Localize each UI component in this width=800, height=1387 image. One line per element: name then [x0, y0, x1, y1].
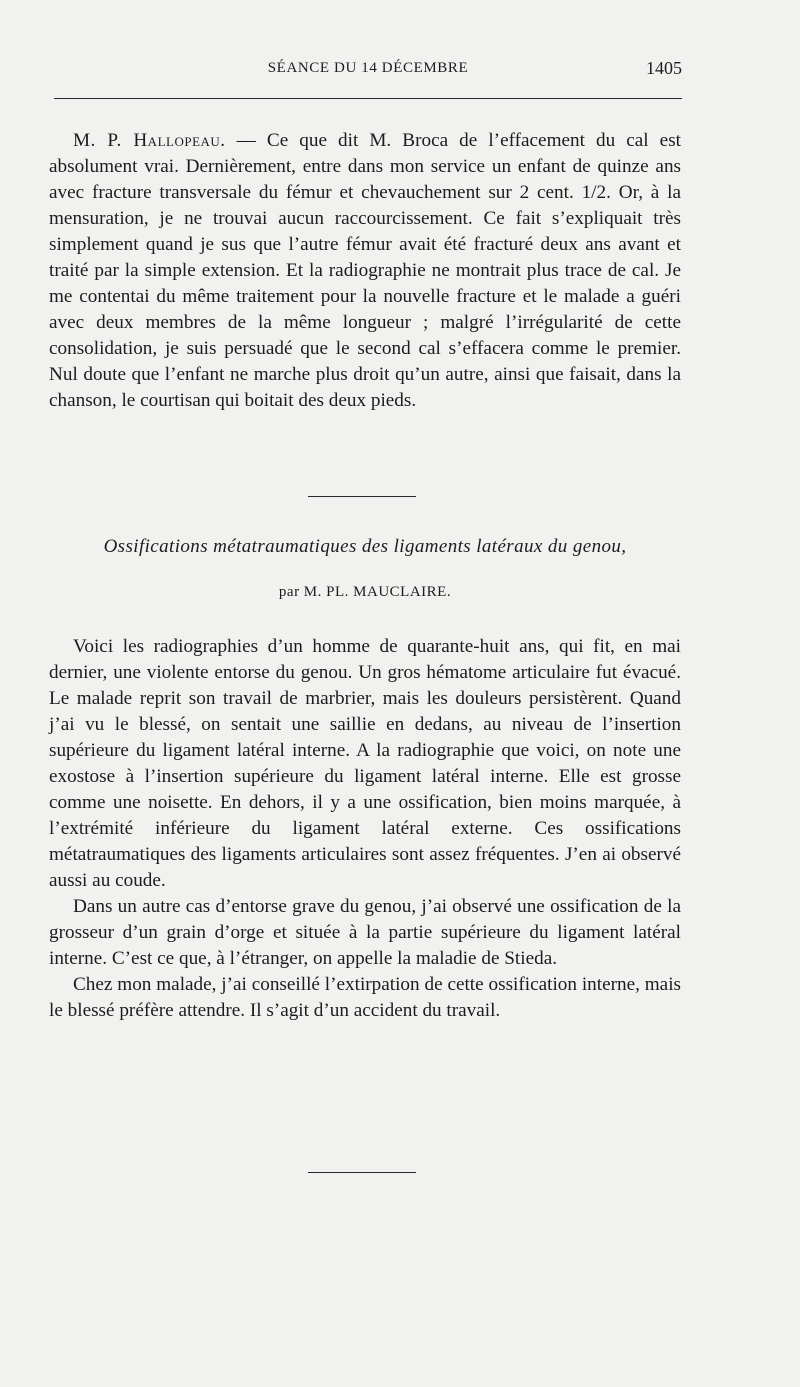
article-body: [49, 634, 681, 1024]
section-separator: [308, 496, 416, 497]
article-paragraph-3: Chez mon malade, j’ai conseillé l’extirpation de cette ossification interne, mais le blessé préfère attendre. Il s’agit d’un accident du travail.: [49, 974, 681, 1021]
article-paragraph-1: Voici les radiographies d’un homme de quarante-huit ans, qui fit, en mai dernier, une violente entorse du genou. Un gros hématome articulaire fut évacué. Le malade reprit son travail de marbrier, mais les douleurs persistèrent. Quand j’ai vu le blessé, on sentait une saillie en dedans, au niveau de l’insertion supérieure du ligament latéral interne. A la radiographie que voici, on note une exostose à l’insertion supérieure du ligament latéral interne. Elle est grosse comme une noisette. En dehors, il y a une ossification, bien moins marquée, à l’extrémité inférieure du ligament latéral externe. Ces ossifications métatraumatiques des ligaments articulaires sont assez fréquentes. J’en ai observé aussi au coude.: [49, 636, 681, 891]
article-byline: par M. PL. MAUCLAIRE.: [278, 584, 452, 600]
running-title: SÉANCE DU 14 DÉCEMBRE: [267, 60, 469, 76]
end-separator: [308, 1172, 416, 1173]
discussion-text: — Ce que dit M. Broca de l’effacement du cal est absolument vrai. Dernièrement, entre dans mon service un enfant de quinze ans avec fracture transversale du fémur et chevauchement sur 2 cent. 1/2. Or, à la mensuration, je ne trouvai aucun raccourcissement. Ce fait s’expliquait très simplement quand je sus que l’autre fémur avait été fracturé deux ans avant et traité par la simple extension. Et la radiographie ne montrait plus trace de cal. Je me contentai du même traitement pour la nouvelle fracture et le malade a guéri avec deux membres de la même longueur ; malgré l’irrégularité de cette consolidation, je suis persuadé que le second cal s’effacera comme le premier. Nul doute que l’enfant ne marche plus droit qu’un autre, ainsi que faisait, dans la chanson, le courtisan qui boitait des deux pieds.: [49, 130, 681, 411]
header-rule: [54, 98, 682, 99]
page-number: 1405: [646, 58, 682, 78]
discussion-paragraph: [49, 128, 681, 414]
article-title: Ossifications métatraumatiques des ligaments latéraux du genou,: [103, 536, 627, 557]
discussion-block: [49, 128, 681, 414]
speaker-name: M. P. Hallopeau.: [73, 130, 226, 151]
article-paragraph-2: Dans un autre cas d’entorse grave du genou, j’ai observé une ossification de la grosseur d’un grain d’orge et située à la partie supérieure du ligament latéral interne. C’est ce que, à l’étranger, on appelle la maladie de Stieda.: [49, 896, 681, 969]
running-head: [54, 60, 682, 86]
